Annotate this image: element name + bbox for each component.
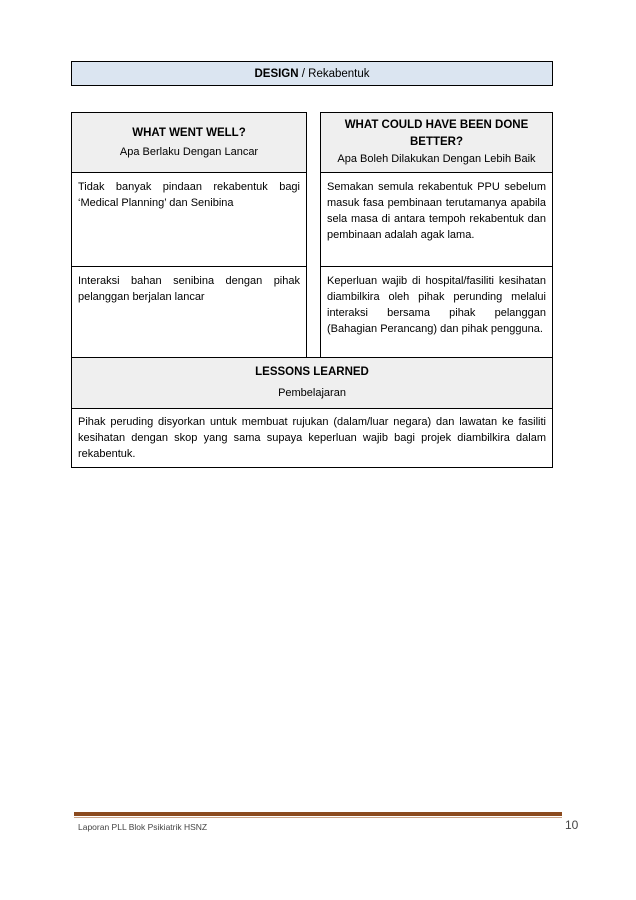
lessons-body <box>71 408 553 468</box>
do-better-subtitle: Apa Boleh Dilakukan Dengan Lebih Baik <box>337 153 536 165</box>
lessons-text: Pihak peruding disyorkan untuk membuat rujukan (dalam/luar negara) dan lawatan ke fasiliti kesihatan dengan skop yang sama supaya keperluan wajib bagi projek diambilkira dalam rekabentuk. <box>78 416 546 460</box>
went-well-subtitle: Apa Berlaku Dengan Lancar <box>119 145 259 158</box>
do-better-item-text: Semakan semula rekabentuk PPU sebelum masuk fasa pembinaan terutamanya apabila sela masa di antara tempoh rekabentuk dan pembinaan adalah agak lama. <box>327 181 546 241</box>
lessons-title: LESSONS LEARNED <box>255 366 369 378</box>
do-better-item <box>320 266 553 358</box>
footer-rule-thin <box>74 817 562 818</box>
do-better-item-text: Keperluan wajib di hospital/fasiliti kesihatan diambilkira oleh pihak perunding melalui interaksi bersama pihak pelanggan (Bahagian Perancang) dan pihak pengguna. <box>327 275 546 335</box>
went-well-item-text: Tidak banyak pindaan rekabentuk bagi ‘Medical Planning’ dan Senibina <box>78 181 300 209</box>
section-title: DESIGN <box>254 67 299 80</box>
do-better-title: WHAT COULD HAVE BEEN DONE BETTER? <box>344 119 529 148</box>
section-banner <box>71 61 553 86</box>
footer-doc-title: Laporan PLL Blok Psikiatrik HSNZ <box>78 822 208 832</box>
lessons-subtitle: Pembelajaran <box>278 387 346 399</box>
lessons-header <box>71 357 553 409</box>
went-well-item <box>71 172 307 267</box>
do-better-header <box>320 112 553 173</box>
page-number: 10 <box>565 818 579 832</box>
do-better-item <box>320 172 553 267</box>
section-subtitle: / Rekabentuk <box>298 67 370 80</box>
went-well-item <box>71 266 307 358</box>
went-well-item-text: Interaksi bahan senibina dengan pihak pelanggan berjalan lancar <box>78 275 300 303</box>
footer-rule <box>74 812 562 816</box>
went-well-title: WHAT WENT WELL? <box>132 126 246 139</box>
went-well-header <box>71 112 307 173</box>
